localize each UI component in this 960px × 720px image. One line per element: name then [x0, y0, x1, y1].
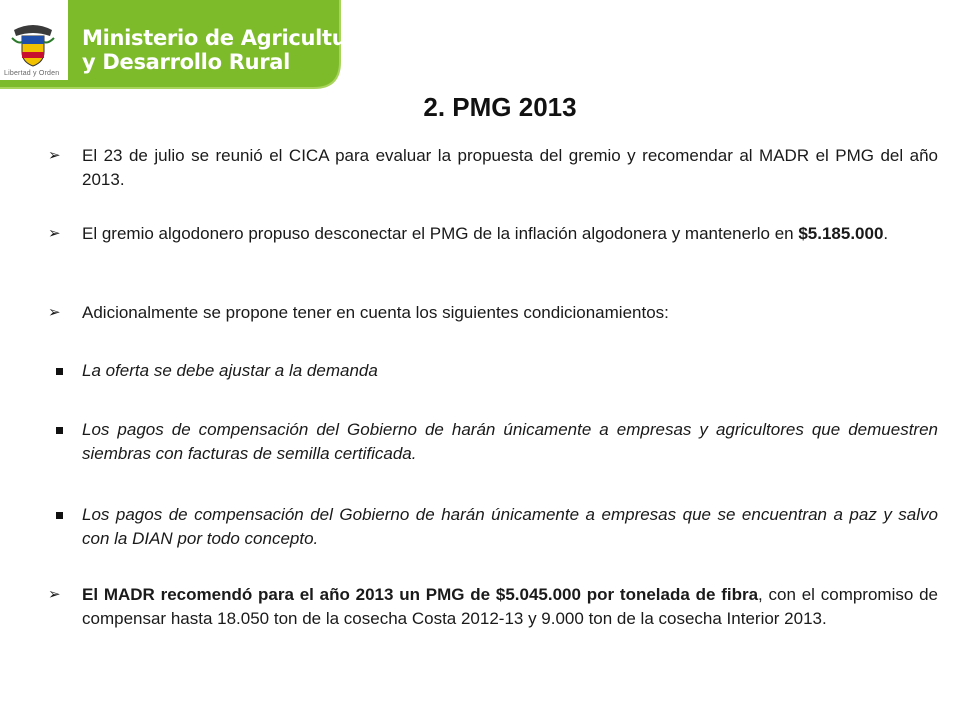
coat-of-arms-icon [10, 22, 56, 68]
bullet-item-3 [48, 301, 938, 325]
sub-text-2: Los pagos de compensación del Gobierno de harán únicamente a empresas y agricultores que demuestren siembras con facturas de semilla certificada. [82, 420, 938, 463]
sub-text-3: Los pagos de compensación del Gobierno de harán únicamente a empresas que se encuentran a paz y salvo con la DIAN por todo concepto. [82, 505, 938, 548]
header-banner [0, 0, 960, 95]
bullet-text-4 [82, 583, 938, 631]
slide-title: 2. PMG 2013 [423, 92, 577, 122]
bullet-item-2 [48, 222, 938, 246]
arrow-bullet-icon: ➢ [48, 586, 61, 603]
coat-of-arms-box [0, 0, 68, 80]
sub-item-1 [48, 359, 938, 383]
bullet-2-amount: $5.185.000 [798, 224, 884, 243]
sub-item-3 [48, 503, 938, 551]
sub-text-1: La oferta se debe ajustar a la demanda [82, 361, 378, 380]
bullet-text-1: El 23 de julio se reunió el CICA para evaluar la propuesta del gremio y recomendar al MADR el PMG del año 2013. [82, 146, 938, 189]
square-bullet-icon [56, 512, 63, 519]
square-bullet-icon [56, 427, 63, 434]
bullet-2-text: El gremio algodonero propuso desconectar el PMG de la inflación algodonera y mantenerlo en [82, 224, 799, 243]
ministry-line-1: Ministerio de Agricultura [82, 26, 371, 50]
ministry-name [82, 26, 370, 74]
bullet-item-4 [48, 583, 938, 631]
bullet-text-2 [82, 222, 938, 246]
square-bullet-icon [56, 368, 63, 375]
arrow-bullet-icon: ➢ [48, 147, 61, 164]
ministry-line-2: y Desarrollo Rural [82, 50, 291, 74]
sub-item-2 [48, 418, 938, 466]
arrow-bullet-icon: ➢ [48, 304, 61, 321]
bullet-4-bold: El MADR recomendó para el año 2013 un PMG de $5.045.000 por tonelada de fibra [82, 585, 759, 604]
bullet-4-rest: , con el compromiso de compensar hasta 18.050 ton de la cosecha Costa 2012-13 y 9.000 ton de la cosecha Interior 2013. [82, 585, 938, 628]
arrow-bullet-icon: ➢ [48, 225, 61, 242]
bullet-text-3: Adicionalmente se propone tener en cuenta los siguientes condicionamientos: [82, 303, 669, 322]
motto-text: Libertad y Orden [4, 70, 60, 77]
bullet-2-end: . [883, 224, 889, 243]
bullet-item-1 [48, 144, 938, 192]
